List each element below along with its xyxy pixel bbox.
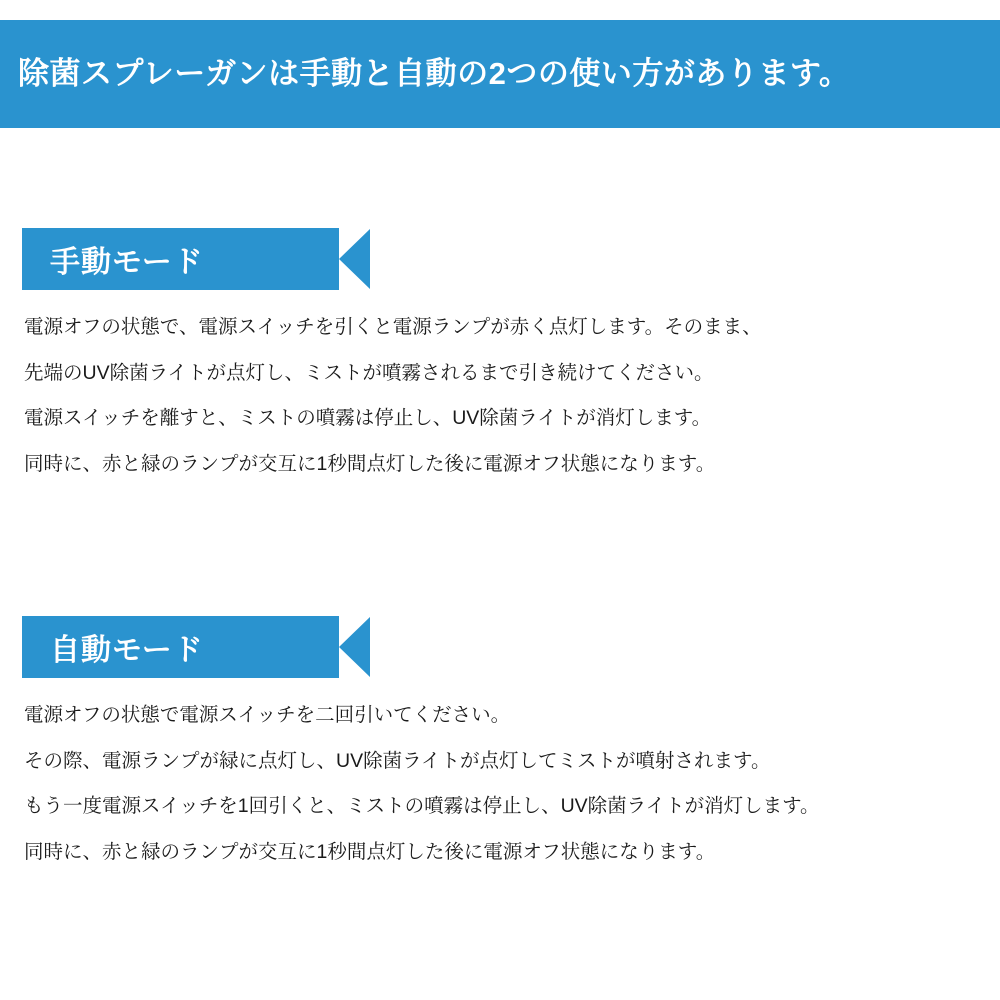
body-line: 電源オフの状態で、電源スイッチを引くと電源ランプが赤く点灯します。そのまま、 <box>24 316 762 338</box>
ribbon-label-auto: 自動モード <box>50 634 204 667</box>
section-manual-mode <box>0 228 1000 474</box>
body-line: 同時に、赤と緑のランプが交互に1秒間点灯した後に電源オフ状態になります。 <box>24 840 716 863</box>
body-line: 電源スイッチを離すと、ミストの噴霧は停止し、UV除菌ライトが消灯します。 <box>24 407 712 429</box>
body-line: 先端のUV除菌ライトが点灯し、ミストが噴霧されるまで引き続けてください。 <box>24 361 714 384</box>
body-line: 同時に、赤と緑のランプが交互に1秒間点灯した後に電源オフ状態になります。 <box>24 452 716 475</box>
page-title: 除菌スプレーガンは手動と自動の2つの使い方があります。 <box>18 56 851 92</box>
body-line: 電源オフの状態で電源スイッチを二回引いてください。 <box>24 704 511 726</box>
body-line: もう一度電源スイッチを1回引くと、ミストの噴霧は停止し、UV除菌ライトが消灯します。 <box>24 795 820 817</box>
section-auto-mode <box>0 616 1000 862</box>
ribbon-heading-manual <box>22 228 370 290</box>
auto-mode-body <box>0 706 1000 862</box>
header-banner <box>0 20 1000 128</box>
ribbon-heading-auto <box>22 616 370 678</box>
body-line: その際、電源ランプが緑に点灯し、UV除菌ライトが点灯してミストが噴射されます。 <box>24 749 771 772</box>
ribbon-label-manual: 手動モード <box>50 246 204 279</box>
manual-mode-body <box>0 318 1000 474</box>
